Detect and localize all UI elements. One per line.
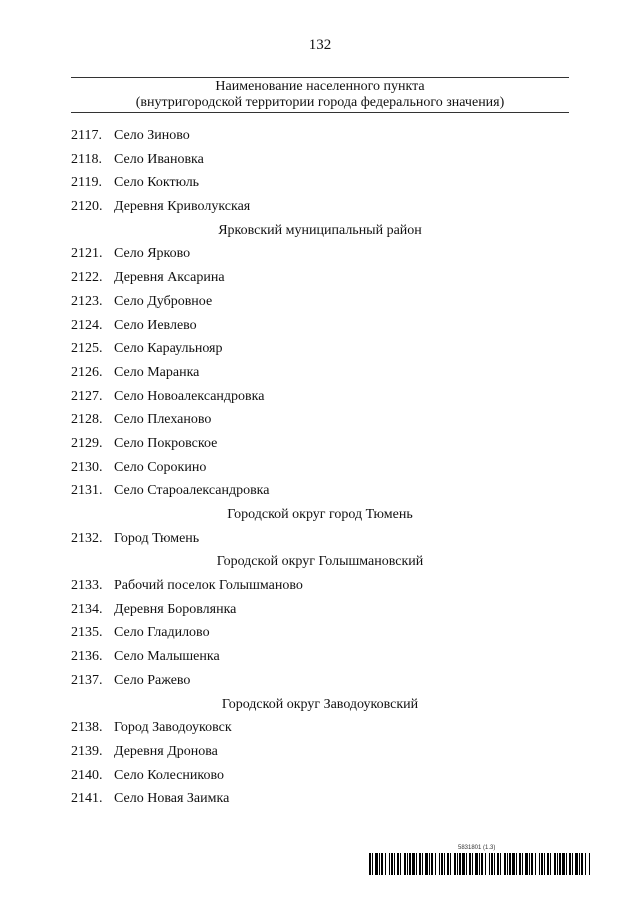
header-rule-bottom bbox=[71, 112, 569, 113]
list-item bbox=[71, 621, 569, 645]
column-header-line-2: (внутригородской территории города федерального значения) bbox=[135, 95, 505, 110]
entry-name: Село Коктюль bbox=[114, 175, 200, 191]
entry-number: 2134. bbox=[71, 601, 103, 617]
list-item bbox=[71, 290, 569, 314]
entry-name: Город Заводоуковск bbox=[114, 720, 232, 736]
entry-number: 2121. bbox=[71, 246, 103, 262]
group-heading: Городской округ Заводоуковский bbox=[221, 696, 419, 712]
entry-name: Село Колесниково bbox=[114, 767, 225, 783]
list-item bbox=[71, 242, 569, 266]
entry-number: 2139. bbox=[71, 743, 103, 759]
barcode bbox=[369, 853, 591, 875]
entry-number: 2135. bbox=[71, 625, 103, 641]
entry-name: Село Ивановка bbox=[114, 151, 204, 167]
entry-number: 2130. bbox=[71, 459, 103, 475]
entry-name: Село Малышенка bbox=[114, 649, 220, 665]
entry-name: Село Гладилово bbox=[114, 625, 210, 641]
entry-number: 2137. bbox=[71, 672, 103, 688]
column-header-line-1: Наименование населенного пункта bbox=[215, 79, 425, 94]
list-item bbox=[71, 337, 569, 361]
entry-name: Село Покровское bbox=[114, 435, 218, 451]
entry-name: Село Новоалександровка bbox=[114, 388, 265, 404]
entry-number: 2132. bbox=[71, 530, 103, 546]
list-item bbox=[71, 574, 569, 598]
list-item bbox=[71, 787, 569, 811]
list-item bbox=[71, 385, 569, 409]
entry-number: 2123. bbox=[71, 293, 103, 309]
entry-number: 2125. bbox=[71, 341, 103, 357]
list-item bbox=[71, 764, 569, 788]
entry-name: Деревня Боровлянка bbox=[114, 601, 237, 617]
entry-name: Село Иевлево bbox=[114, 317, 197, 333]
settlement-list bbox=[71, 124, 569, 811]
entry-number: 2128. bbox=[71, 412, 103, 428]
entry-name: Село Караульнояр bbox=[114, 341, 223, 357]
list-item bbox=[71, 645, 569, 669]
entry-number: 2122. bbox=[71, 270, 103, 286]
entry-name: Деревня Криволукская bbox=[114, 199, 251, 215]
list-item bbox=[71, 408, 569, 432]
entry-number: 2136. bbox=[71, 649, 103, 665]
entry-name: Город Тюмень bbox=[114, 530, 200, 546]
list-item bbox=[71, 432, 569, 456]
list-item bbox=[71, 716, 569, 740]
entry-number: 2119. bbox=[71, 175, 102, 191]
entry-number: 2126. bbox=[71, 364, 103, 380]
list-item bbox=[71, 361, 569, 385]
entry-name: Село Староалександровка bbox=[114, 483, 270, 499]
list-item bbox=[71, 171, 569, 195]
list-item bbox=[71, 314, 569, 338]
list-item bbox=[71, 479, 569, 503]
entry-number: 2133. bbox=[71, 578, 103, 594]
entry-number: 2138. bbox=[71, 720, 103, 736]
entry-number: 2127. bbox=[71, 388, 103, 404]
entry-number: 2141. bbox=[71, 791, 103, 807]
entry-name: Село Ражево bbox=[114, 672, 191, 688]
group-heading: Ярковский муниципальный район bbox=[218, 222, 422, 238]
entry-number: 2120. bbox=[71, 199, 103, 215]
list-item bbox=[71, 456, 569, 480]
entry-number: 2140. bbox=[71, 767, 103, 783]
page-number: 132 bbox=[308, 37, 332, 53]
column-header bbox=[71, 79, 569, 111]
entry-number: 2118. bbox=[71, 151, 102, 167]
entry-number: 2117. bbox=[71, 128, 102, 143]
list-item bbox=[71, 266, 569, 290]
entry-number: 2131. bbox=[71, 483, 103, 499]
list-item bbox=[71, 740, 569, 764]
group-heading: Городской округ Голышмановский bbox=[216, 554, 424, 570]
entry-number: 2124. bbox=[71, 317, 103, 333]
entry-name: Деревня Дронова bbox=[114, 743, 218, 759]
list-item bbox=[71, 669, 569, 693]
entry-name: Рабочий поселок Голышманово bbox=[114, 578, 303, 594]
list-item bbox=[71, 598, 569, 622]
entry-name: Село Плеханово bbox=[114, 412, 212, 428]
list-item bbox=[71, 527, 569, 551]
header-rule-top bbox=[71, 77, 569, 78]
entry-name: Село Новая Заимка bbox=[114, 791, 230, 807]
list-item bbox=[71, 195, 569, 219]
document-code: 5831801 (1.3) bbox=[458, 845, 496, 851]
entry-name: Деревня Аксарина bbox=[114, 270, 225, 286]
entry-name: Село Зиново bbox=[114, 128, 190, 143]
group-heading: Городской округ город Тюмень bbox=[227, 507, 413, 522]
entry-name: Село Ярково bbox=[114, 246, 191, 262]
list-item bbox=[71, 148, 569, 172]
entry-name: Село Сорокино bbox=[114, 459, 207, 475]
entry-name: Село Дубровное bbox=[114, 293, 213, 309]
entry-number: 2129. bbox=[71, 435, 103, 451]
entry-name: Село Маранка bbox=[114, 364, 200, 380]
list-item bbox=[71, 124, 569, 148]
